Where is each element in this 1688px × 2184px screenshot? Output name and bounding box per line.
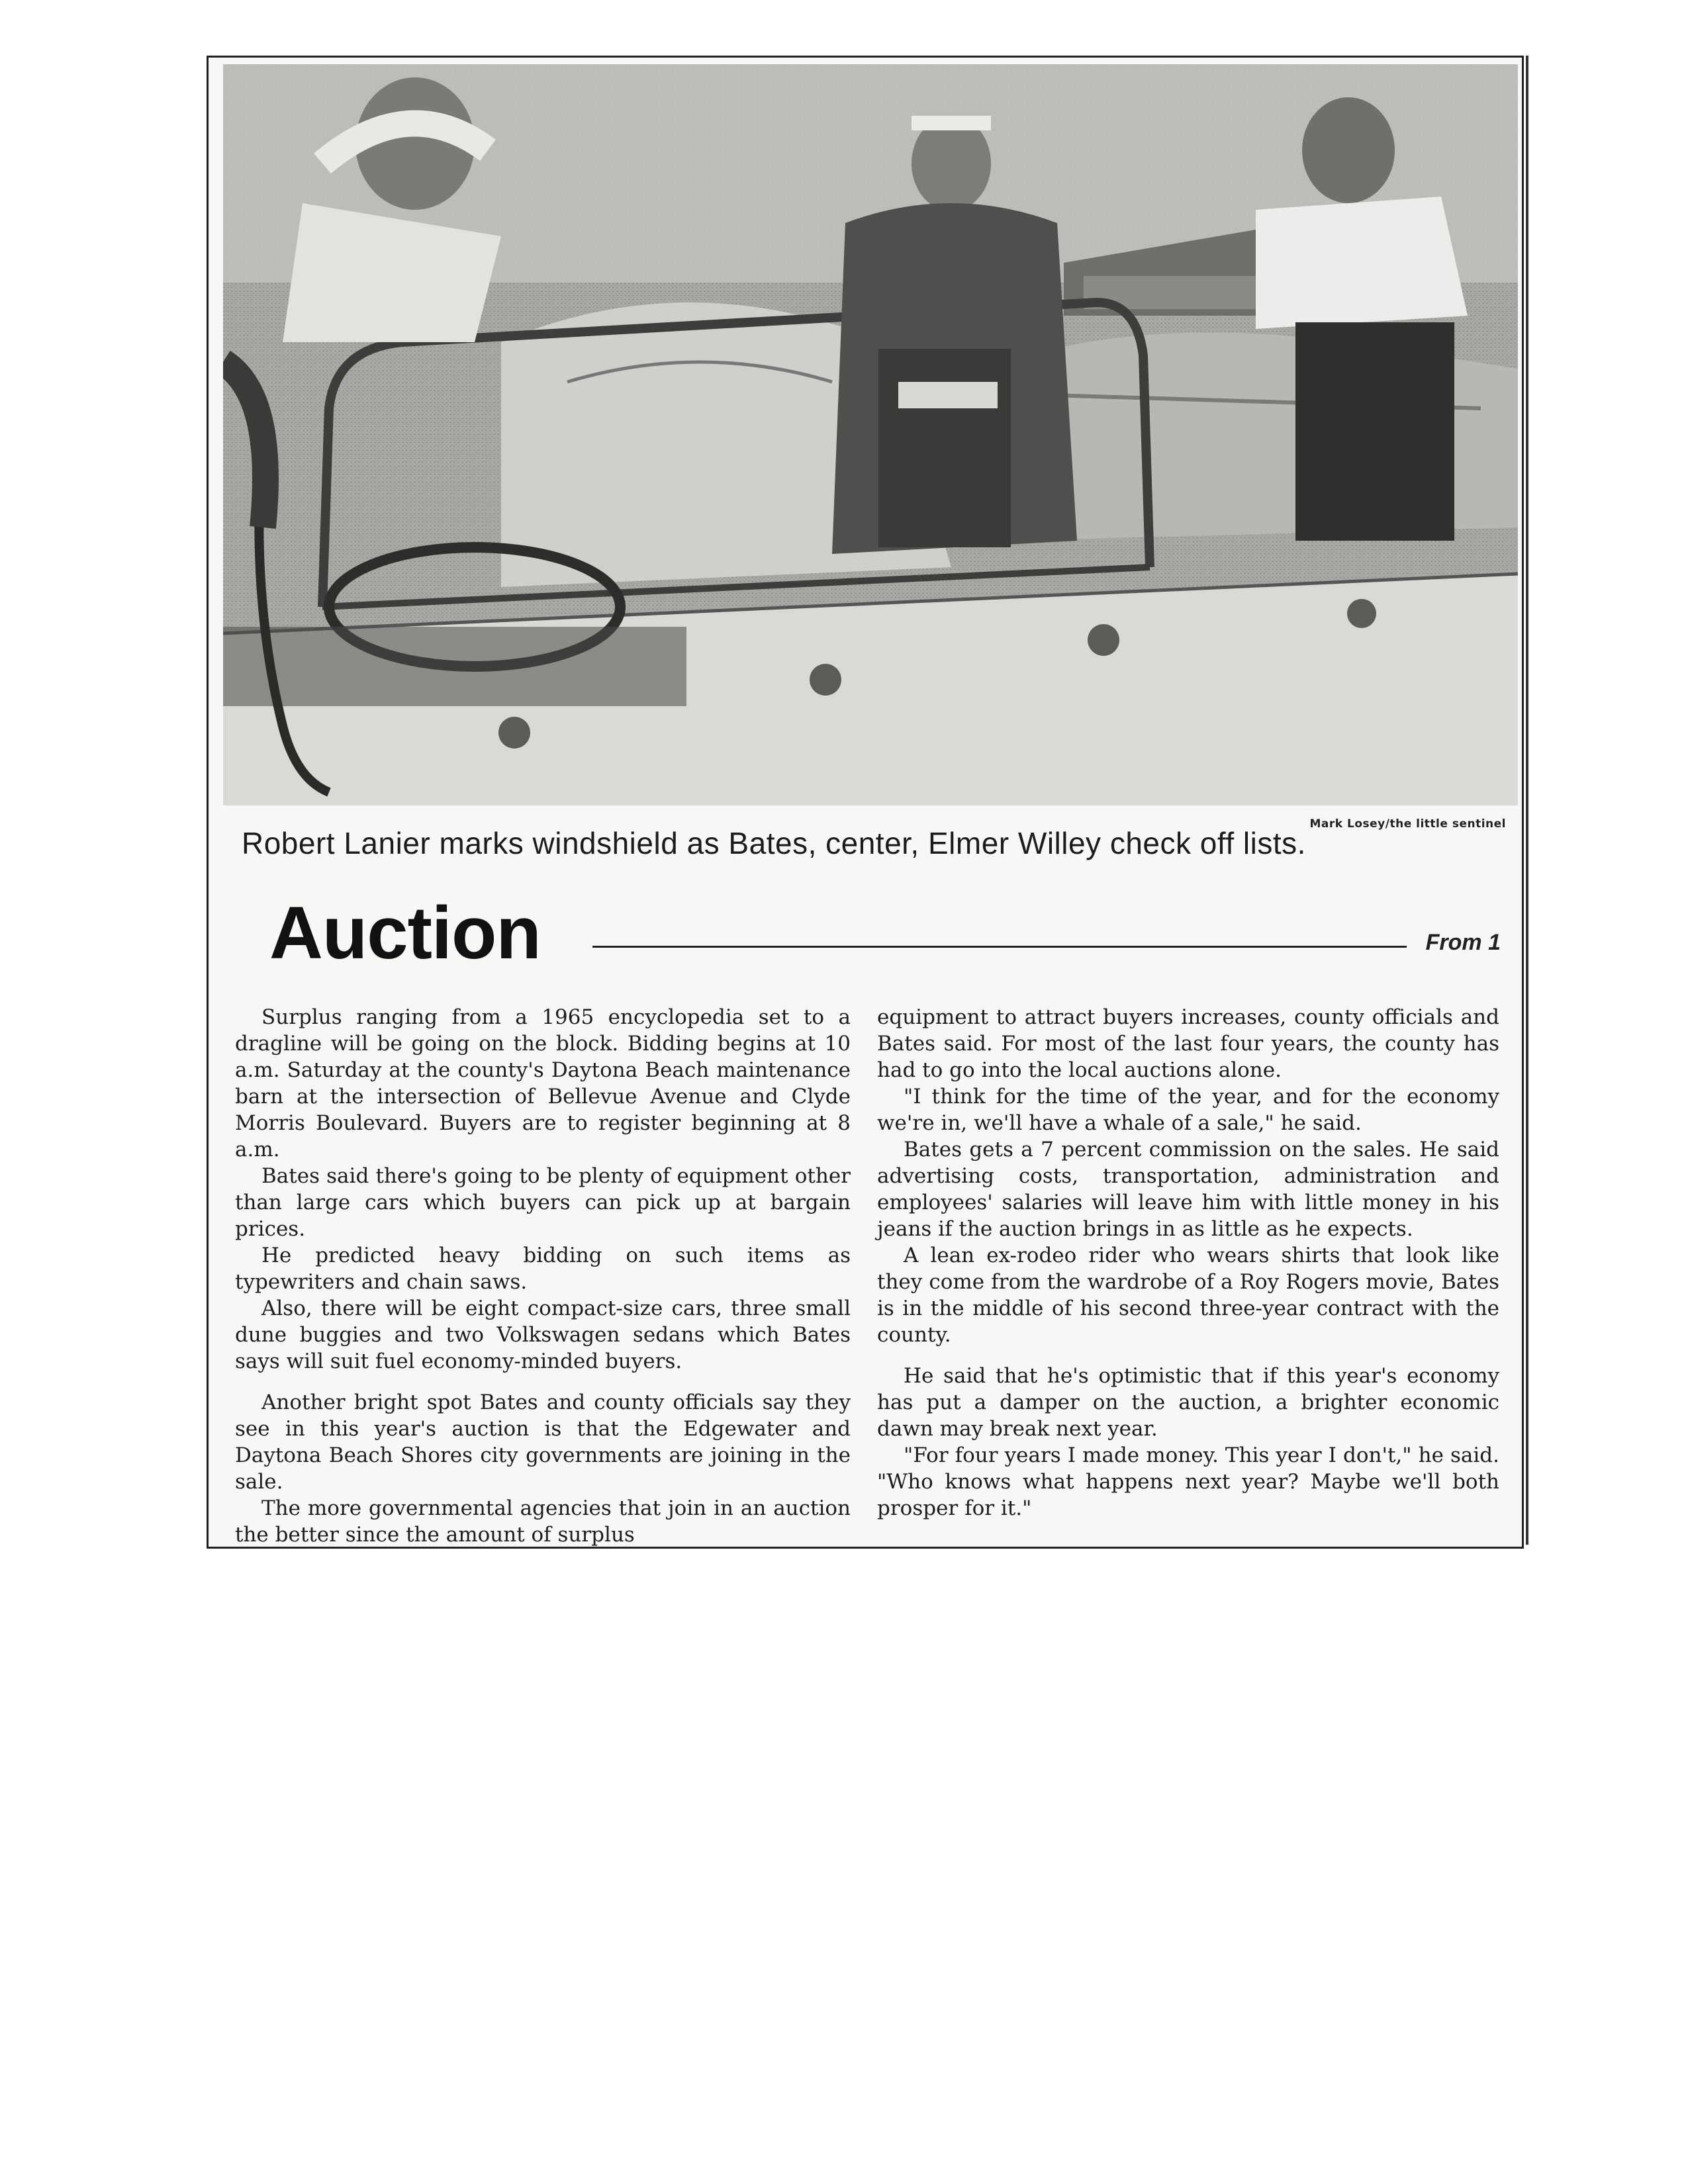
photo-credit: Mark Losey/the little sentinel bbox=[1309, 817, 1506, 831]
headline-rule bbox=[592, 946, 1407, 948]
paragraph: "For four years I made money. This year I don't," he said. "Who knows what happens next year? Maybe we'll both prosper for it." bbox=[877, 1443, 1499, 1520]
paragraph: He predicted heavy bidding on such items as typewriters and chain saws. bbox=[235, 1244, 851, 1294]
paragraph: Surplus ranging from a 1965 encyclopedia set to a dragline will be going on the block. Bidding begins at 10 a.m. Saturday at the county's Daytona Beach maintenance barn at the intersection of Bellevue Avenue and Clyde Morris Boulevard. Buyers are to register beginning at 8 a.m. bbox=[235, 1005, 851, 1161]
newspaper-clipping bbox=[207, 56, 1524, 1549]
paragraph: Also, there will be eight compact-size cars, three small dune buggies and two Volkswagen sedans which Bates says will suit fuel economy-minded buyers. bbox=[235, 1297, 851, 1373]
paragraph: The more governmental agencies that join in an auction the better since the amount of surplus bbox=[235, 1496, 851, 1547]
article-column-left bbox=[235, 1004, 851, 1548]
paragraph: Bates said there's going to be plenty of equipment other than large cars which buyers can pick up at bargain prices. bbox=[235, 1164, 851, 1241]
paragraph: Another bright spot Bates and county officials say they see in this year's auction is that the Edgewater and Daytona Beach Shores city governments are joining in the sale. bbox=[235, 1390, 851, 1494]
jump-label: From 1 bbox=[1425, 930, 1501, 955]
news-photo bbox=[223, 64, 1518, 805]
headline-row bbox=[269, 890, 1507, 976]
paragraph: A lean ex-rodeo rider who wears shirts that look like they come from the wardrobe of a Roy Rogers movie, Bates is in the middle of his second three-year contract with the county. bbox=[877, 1244, 1499, 1347]
photo-illustration bbox=[223, 64, 1518, 805]
paragraph: equipment to attract buyers increases, county officials and Bates said. For most of the last four years, the county has had to go into the local auctions alone. bbox=[877, 1005, 1499, 1082]
paragraph: He said that he's optimistic that if this year's economy has put a damper on the auction, a brighter economic dawn may break next year. bbox=[877, 1364, 1499, 1441]
headline: Auction bbox=[269, 891, 541, 974]
paragraph: "I think for the time of the year, and for the economy we're in, we'll have a whale of a sale," he said. bbox=[877, 1085, 1499, 1135]
paragraph: Bates gets a 7 percent commission on the sales. He said advertising costs, transportation, administration and employees' salaries will leave him with little money in his jeans if the auction brings in as little as he expects. bbox=[877, 1138, 1499, 1241]
photo-caption: Robert Lanier marks windshield as Bates, center, Elmer Willey check off lists. bbox=[242, 826, 1306, 860]
article-column-right bbox=[877, 1004, 1499, 1522]
